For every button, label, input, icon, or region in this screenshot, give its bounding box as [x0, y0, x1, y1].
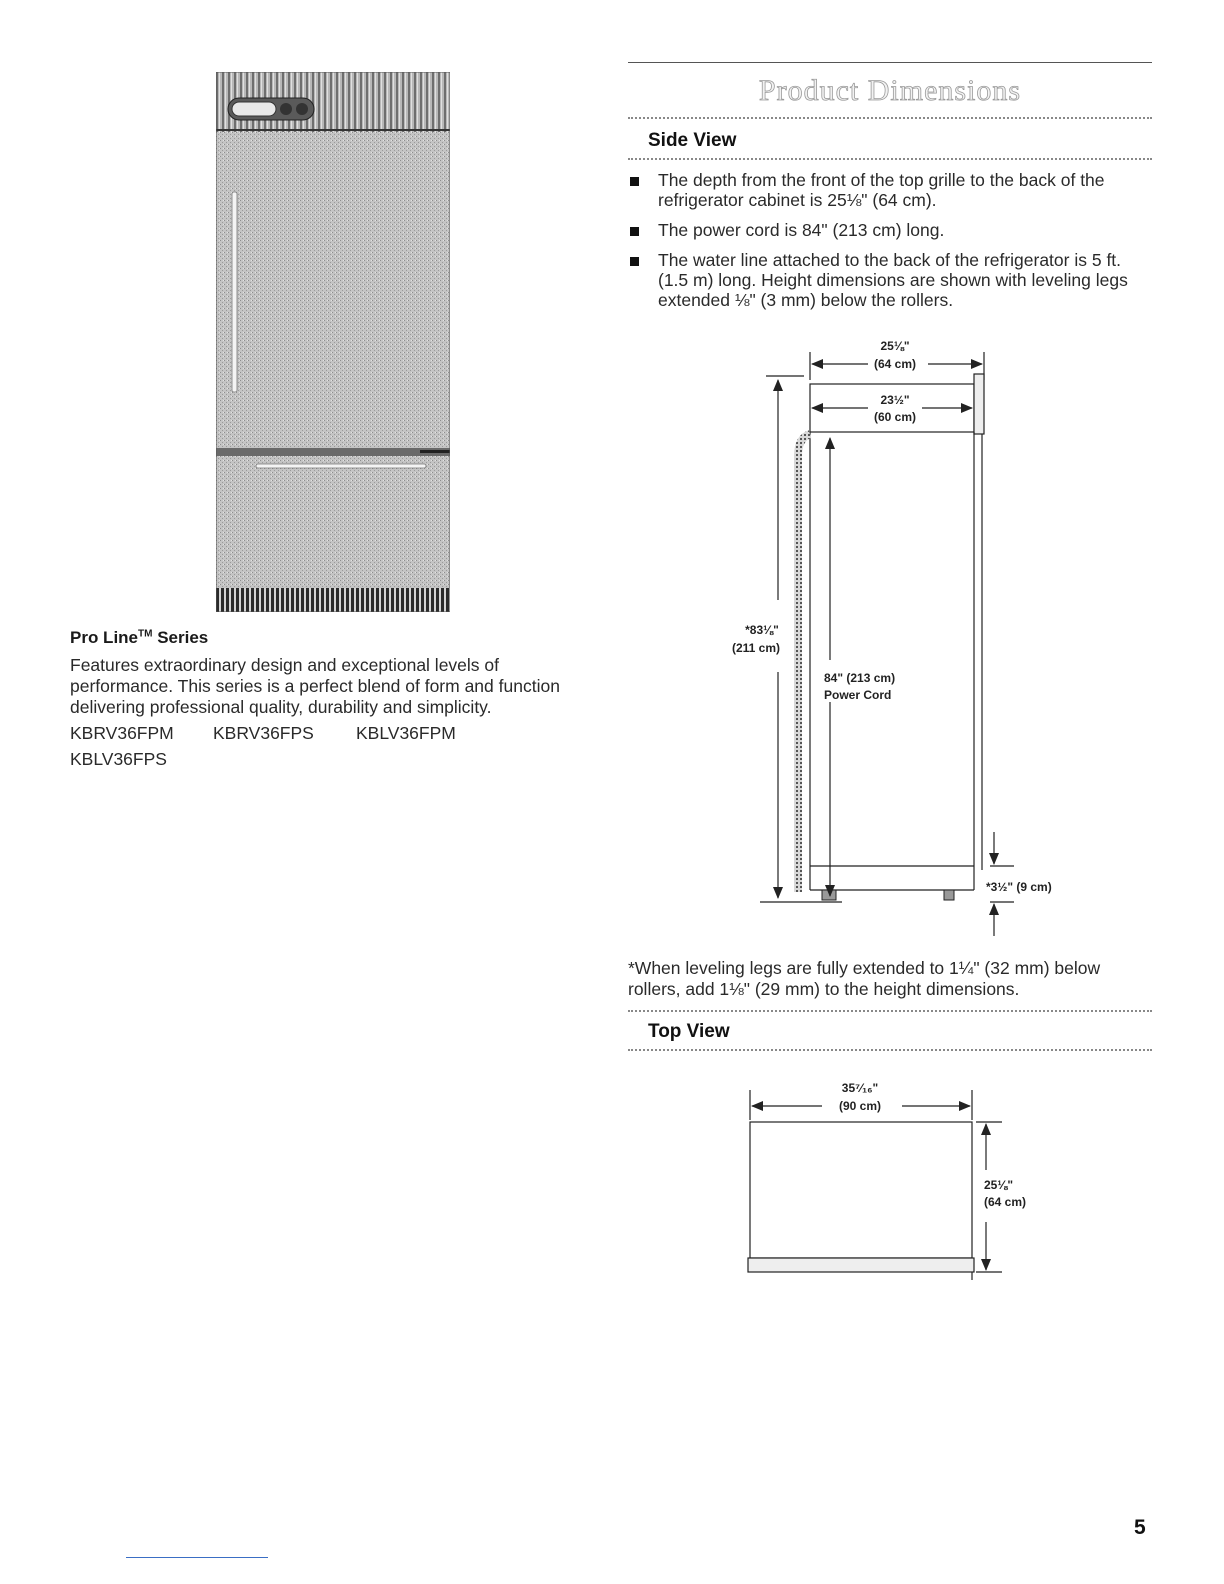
depth-inches: 25⅛"	[984, 1178, 1014, 1192]
depth-cabinet-inches: 23½"	[880, 393, 910, 407]
width-inches: 35⁷⁄₁₆"	[841, 1081, 879, 1095]
width-cm: (90 cm)	[838, 1099, 882, 1113]
depth-cm: (64 cm)	[984, 1195, 1027, 1209]
page-number: 5	[1134, 1516, 1146, 1539]
depth-total-inches: 25⅛"	[880, 339, 910, 353]
series-description: Features extraordinary design and exceptional levels of performance. This series is a perfect blend of form and function delivering professional quality, durability and simplicity.	[70, 655, 560, 717]
top-view-diagram	[740, 1072, 1060, 1302]
list-item	[628, 250, 1152, 310]
bullet-square-icon	[630, 257, 639, 266]
series-suffix: Series	[152, 628, 209, 647]
cabinet-outline	[750, 1122, 972, 1258]
height-footnote: *When leveling legs are fully extended to 1¼" (32 mm) below rollers, add 1⅛" (29 mm) to the height dimensions.	[628, 958, 1101, 999]
model-number: KBLV36FPS	[70, 749, 167, 769]
section-title: Product Dimensions	[758, 74, 1022, 107]
bullet-text: The depth from the front of the top grille to the back of the refrigerator cabinet is 25⅛" (64 cm).	[658, 170, 1105, 210]
water-line-hose	[798, 434, 810, 892]
depth-total-cm: (64 cm)	[873, 357, 917, 371]
footer-rule	[126, 1557, 268, 1558]
series-title	[70, 628, 208, 648]
header-rule	[628, 62, 1152, 63]
list-item	[628, 220, 1152, 240]
model-number: KBRV36FPM	[70, 723, 174, 743]
power-cord-label: Power Cord	[824, 688, 892, 702]
height-inches: *83⅛"	[745, 623, 779, 637]
bullet-text: The water line attached to the back of the refrigerator is 5 ft. (1.5 m) long. Height dimensions are shown with leveling legs extended ⅛" (3 mm) below the rollers.	[658, 250, 1128, 310]
side-view-diagram	[700, 330, 1100, 950]
door-panel-outline	[974, 374, 984, 434]
bullet-square-icon	[630, 227, 639, 236]
toe-kick-dimension: *3½" (9 cm)	[986, 880, 1052, 894]
bullet-square-icon	[630, 177, 639, 186]
bullet-text: The power cord is 84" (213 cm) long.	[658, 220, 945, 240]
depth-cabinet-cm: (60 cm)	[873, 410, 917, 424]
trademark-mark: TM	[138, 628, 153, 640]
divider	[628, 1049, 1152, 1051]
leveling-leg-icon	[944, 890, 954, 900]
series-name: Pro Line	[70, 628, 139, 647]
side-view-bullets	[628, 170, 1152, 320]
side-view-heading: Side View	[648, 130, 737, 151]
roller-icon	[822, 890, 836, 900]
model-number: KBLV36FPM	[356, 723, 456, 743]
divider	[628, 117, 1152, 119]
list-item	[628, 170, 1152, 210]
power-cord-length: 84" (213 cm)	[824, 671, 896, 685]
divider	[628, 158, 1152, 160]
refrigerator-photo	[216, 72, 450, 612]
divider	[628, 1010, 1152, 1012]
model-number: KBRV36FPS	[213, 723, 314, 743]
height-cm: (211 cm)	[731, 641, 781, 655]
top-view-heading: Top View	[648, 1021, 730, 1042]
door-outline	[748, 1258, 974, 1272]
